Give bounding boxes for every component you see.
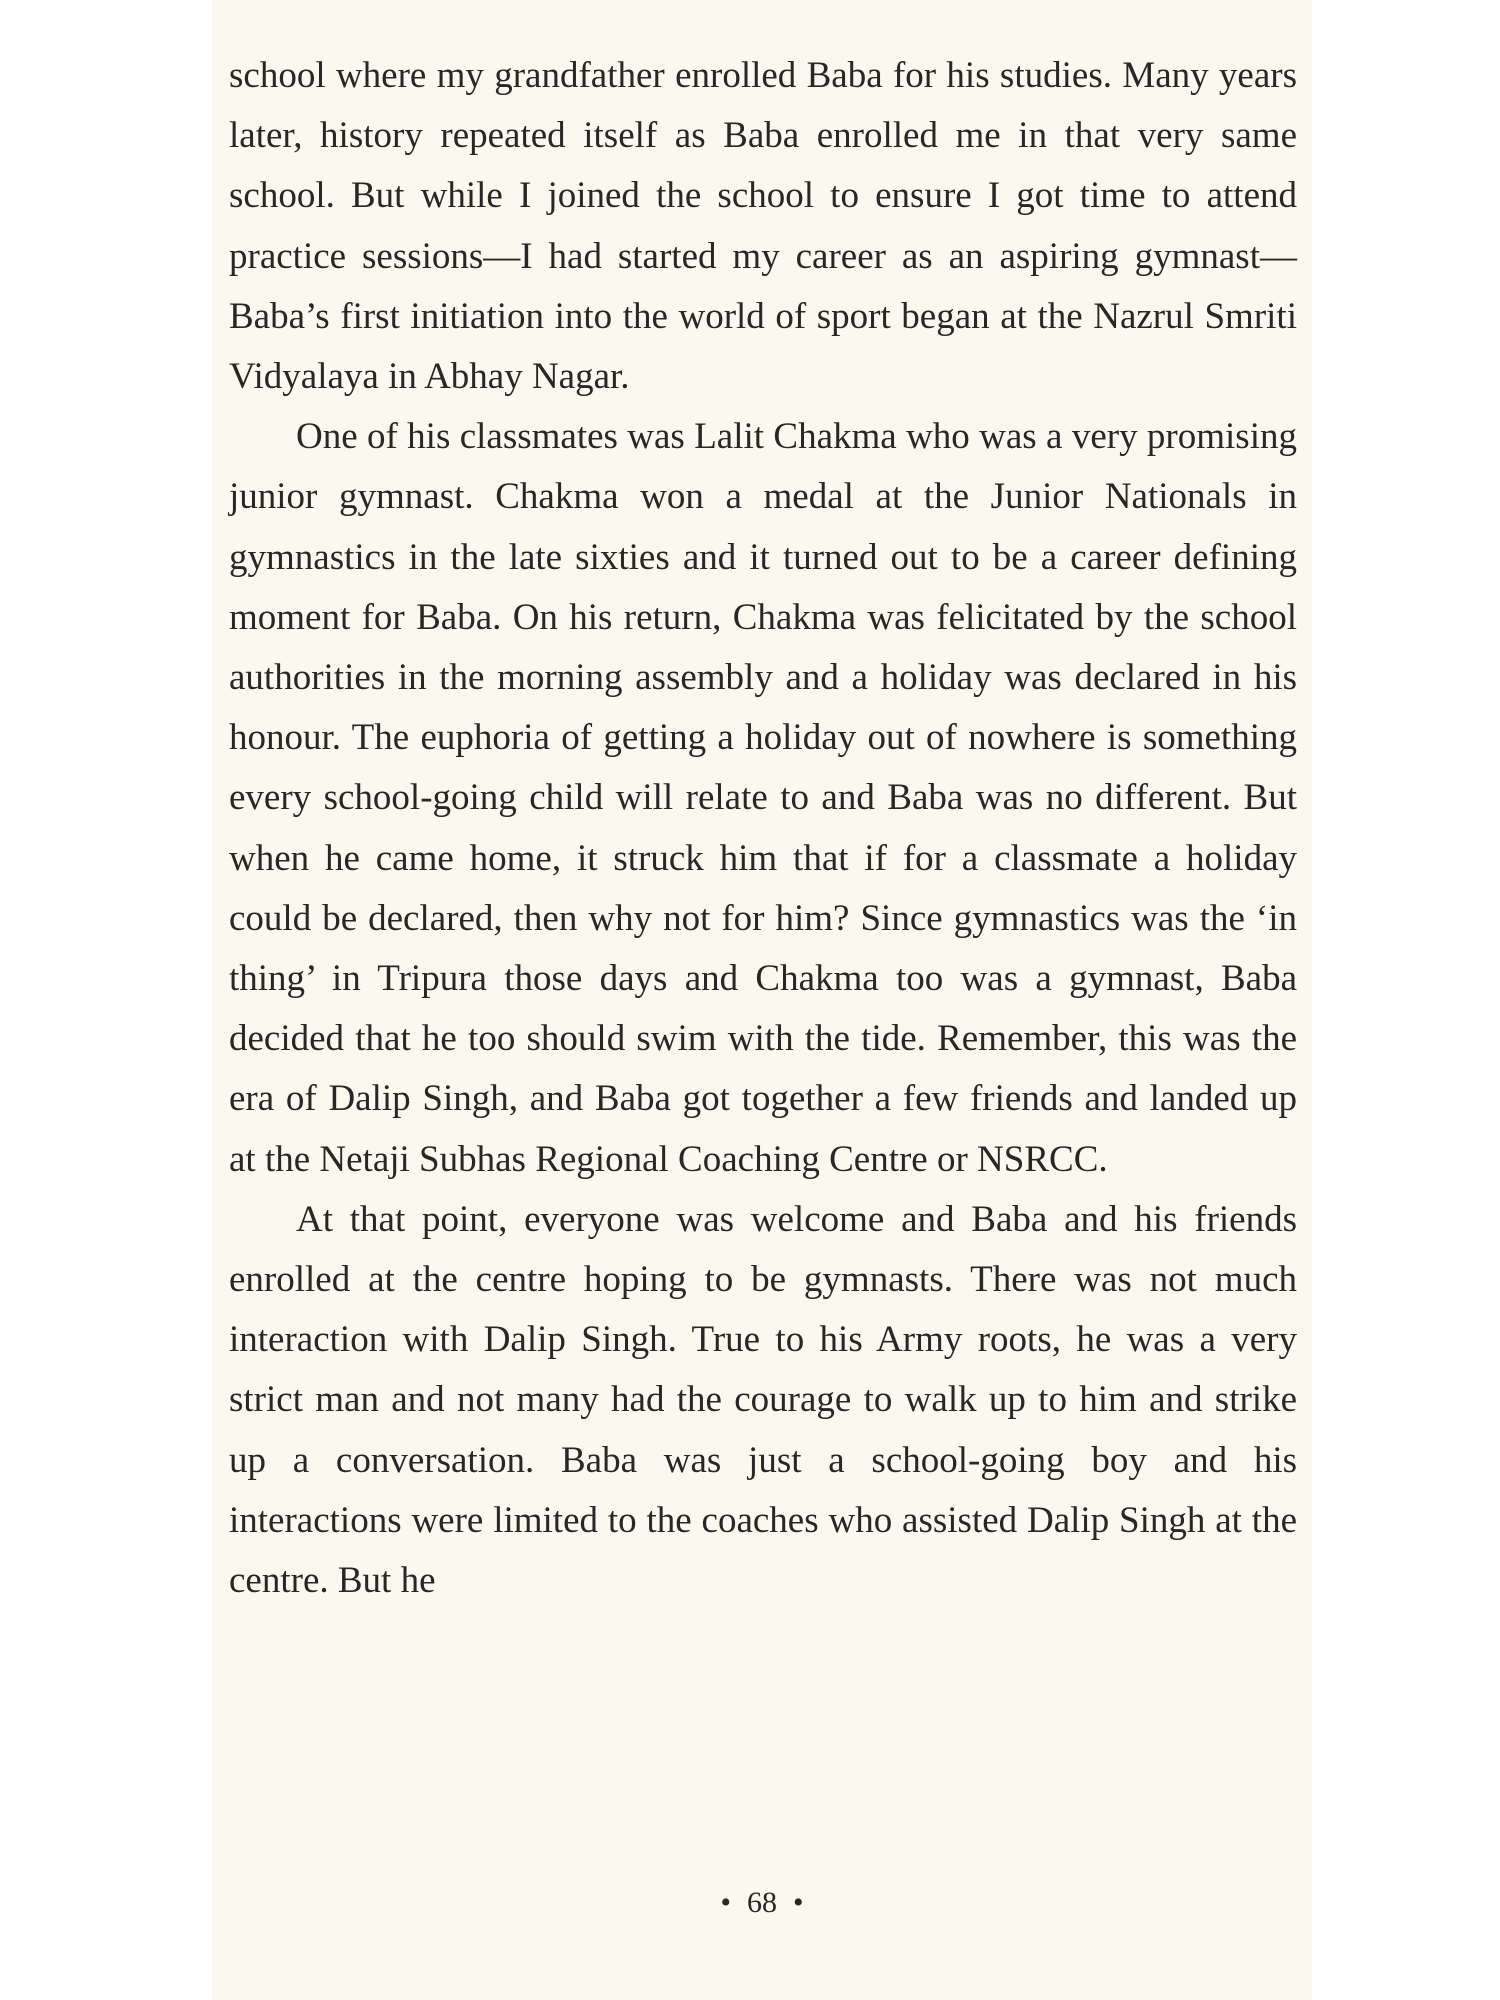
folio-bullet-left: • (720, 1886, 731, 1919)
paragraph-3: At that point, everyone was welcome and Baba and his friends enrolled at the centre hoping to be gymnasts. There was not much interaction with Dalip Singh. True to his Army roots, he was a very strict man and not many had the courage to walk up to him and strike up a conversation. Baba was just a school-going boy and his interactions were limited to the coaches who assisted Dalip Singh at the centre. But he (229, 1198, 1297, 1602)
paragraph-2: One of his classmates was Lalit Chakma who was a very promising junior gymnast. Chakma won a medal at the Junior Nationals in gymnastics in the late sixties and it turned out to be a career defining moment for Baba. On his return, Chakma was felicitated by the school authorities in the morning assembly and a holiday was declared in his honour. The euphoria of getting a holiday out of nowhere is something every school-going child will relate to and Baba was no different. But when he came home, it struck him that if for a classmate a holiday could be declared, then why not for him? Since gymnastics was the ‘in thing’ in Tripura those days and Chakma too was a gymnast, Baba decided that he too should swim with the tide. Remember, this was the era of Dalip Singh, and Baba got together a few friends and landed up at the Netaji Subhas Regional Coaching Centre or NSRCC. (229, 416, 1297, 1180)
page-folio (212, 1886, 1312, 1920)
page-number: 68 (747, 1886, 777, 1919)
paragraph-1: school where my grandfather enrolled Baba for his studies. Many years later, history repeated itself as Baba enrolled me in that very same school. But while I joined the school to ensure I got time to attend practice sessions—I had started my career as an aspiring gymnast—Baba’s first initiation into the world of sport began at the Nazrul Smriti Vidyalaya in Abhay Nagar. (229, 55, 1297, 398)
folio-bullet-right: • (793, 1886, 804, 1919)
book-page (212, 0, 1312, 2000)
body-text (229, 46, 1297, 1611)
